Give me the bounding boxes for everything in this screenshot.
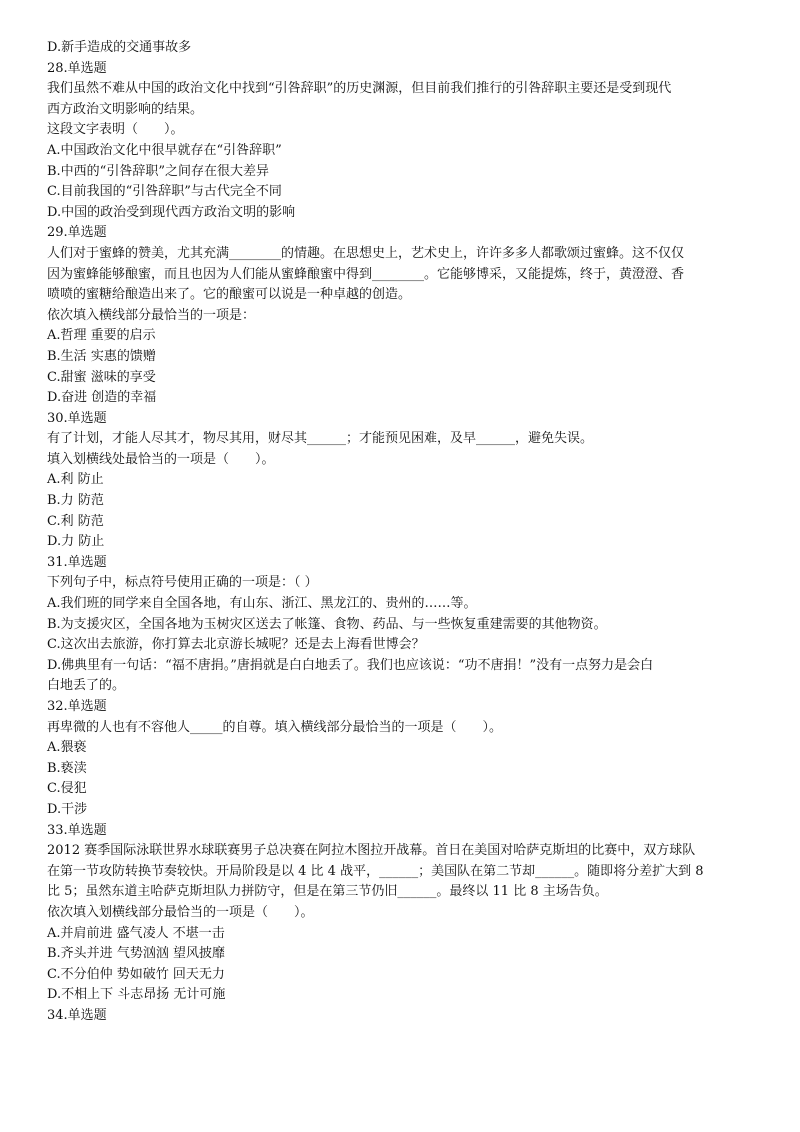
option-d-q30: D.力 防止 — [47, 534, 105, 550]
option-d-q31: 白地丢了的。 — [47, 678, 126, 694]
option-d-q33: D.不相上下 斗志昂扬 无计可施 — [47, 987, 226, 1003]
question-stem-30: 有了计划，才能人尽其才，物尽其用，财尽其______；才能预见困难，及早______，避免失误。 — [47, 431, 594, 447]
question-stem-28: 我们虽然不难从中国的政治文化中找到“引咎辞职”的历史渊源，但目前我们推行的引咎辞职主要还是受到现代 — [47, 81, 672, 97]
option-c-q29: C.甜蜜 滋味的享受 — [47, 369, 156, 385]
question-stem-29: 因为蜜蜂能够酿蜜，而且也因为人们能从蜜蜂酿蜜中得到________。它能够博采，又能提炼，终于，黄澄澄、香 — [47, 266, 685, 282]
option-a-q28: A.中国政治文化中很早就存在“引咎辞职” — [47, 142, 282, 158]
question-stem-33: 比 5；虽然东道主哈萨克斯坦队力拼防守，但是在第三节仍旧______。最终以 11 比 8 主场告负。 — [47, 884, 608, 900]
option-c-q33: C.不分伯仲 势如破竹 回天无力 — [47, 966, 225, 982]
question-heading-32: 32.单选题 — [47, 699, 107, 714]
option-b-q28: B.中西的“引咎辞职”之间存在很大差异 — [47, 163, 269, 179]
question-prompt-33: 依次填入划横线部分最恰当的一项是（ ）。 — [47, 904, 314, 920]
option-b-q29: B.生活 实惠的馈赠 — [47, 348, 156, 364]
option-b-q30: B.力 防范 — [47, 493, 104, 509]
question-prompt-31: 下列句子中，标点符号使用正确的一项是：（ ） — [47, 575, 318, 591]
option-d-q27: D.新手造成的交通事故多 — [47, 40, 192, 55]
question-stem-29: 人们对于蜜蜂的赞美，尤其充满________的情趣。在思想史上，艺术史上，许许多多人都歌颂过蜜蜂。这不仅仅 — [47, 245, 685, 261]
option-c-q30: C.利 防范 — [47, 513, 104, 529]
question-prompt-28: 这段文字表明（ ）。 — [47, 122, 184, 138]
question-heading-30: 30.单选题 — [47, 410, 107, 426]
question-heading-34: 34.单选题 — [47, 1007, 107, 1023]
option-d-q29: D.奋进 创造的幸福 — [47, 390, 157, 406]
option-c-q32: C.侵犯 — [47, 781, 87, 797]
option-d-q31: D.佛典里有一句话：“福不唐捐。”唐捐就是白白地丢了。我们也应该说：“功不唐捐！”没有一点努力是会白 — [47, 657, 654, 673]
question-heading-28: 28.单选题 — [47, 60, 107, 76]
option-a-q32: A.猥亵 — [47, 740, 87, 756]
option-c-q28: C.目前我国的“引咎辞职”与古代完全不同 — [47, 184, 282, 200]
question-stem-29: 喷喷的蜜糖给酿造出来了。它的酿蜜可以说是一种卓越的创造。 — [47, 287, 412, 303]
option-a-q33: A.并肩前进 盛气凌人 不堪一击 — [47, 925, 225, 941]
option-b-q31: B.为支援灾区，全国各地为玉树灾区送去了帐篷、食物、药品、与一些恢复重建需要的其他物资。 — [47, 616, 607, 632]
question-stem-33: 在第一节攻防转换节奏较快。开局阶段是以 4 比 4 战平，______；美国队在第二节却______。随即将分差扩大到 8 — [47, 863, 704, 879]
question-prompt-29: 依次填入横线部分最恰当的一项是： — [47, 307, 256, 323]
question-heading-29: 29.单选题 — [47, 225, 107, 241]
option-d-q32: D.干涉 — [47, 801, 88, 817]
question-prompt-30: 填入划横线处最恰当的一项是（ ）。 — [47, 451, 275, 467]
question-stem-32: 再卑微的人也有不容他人_____的自尊。填入横线部分最恰当的一项是（ ）。 — [47, 719, 503, 735]
option-c-q31: C.这次出去旅游，你打算去北京游长城呢？还是去上海看世博会？ — [47, 637, 425, 653]
question-heading-31: 31.单选题 — [47, 554, 107, 570]
question-heading-33: 33.单选题 — [47, 822, 107, 838]
option-a-q30: A.利 防止 — [47, 472, 104, 488]
option-b-q32: B.亵渎 — [47, 760, 87, 776]
option-b-q33: B.齐头并进 气势汹汹 望风披靡 — [47, 946, 225, 962]
option-d-q28: D.中国的政治受到现代西方政治文明的影响 — [47, 204, 296, 220]
question-stem-33: 2012 赛季国际泳联世界水球联赛男子总决赛在阿拉木图拉开战幕。首日在美国对哈萨克斯坦的比赛中，双方球队 — [47, 843, 696, 859]
option-a-q31: A.我们班的同学来自全国各地，有山东、浙江、黑龙江的、贵州的……等。 — [47, 596, 477, 612]
option-a-q29: A.哲理 重要的启示 — [47, 328, 156, 344]
question-stem-28: 西方政治文明影响的结果。 — [47, 101, 204, 117]
